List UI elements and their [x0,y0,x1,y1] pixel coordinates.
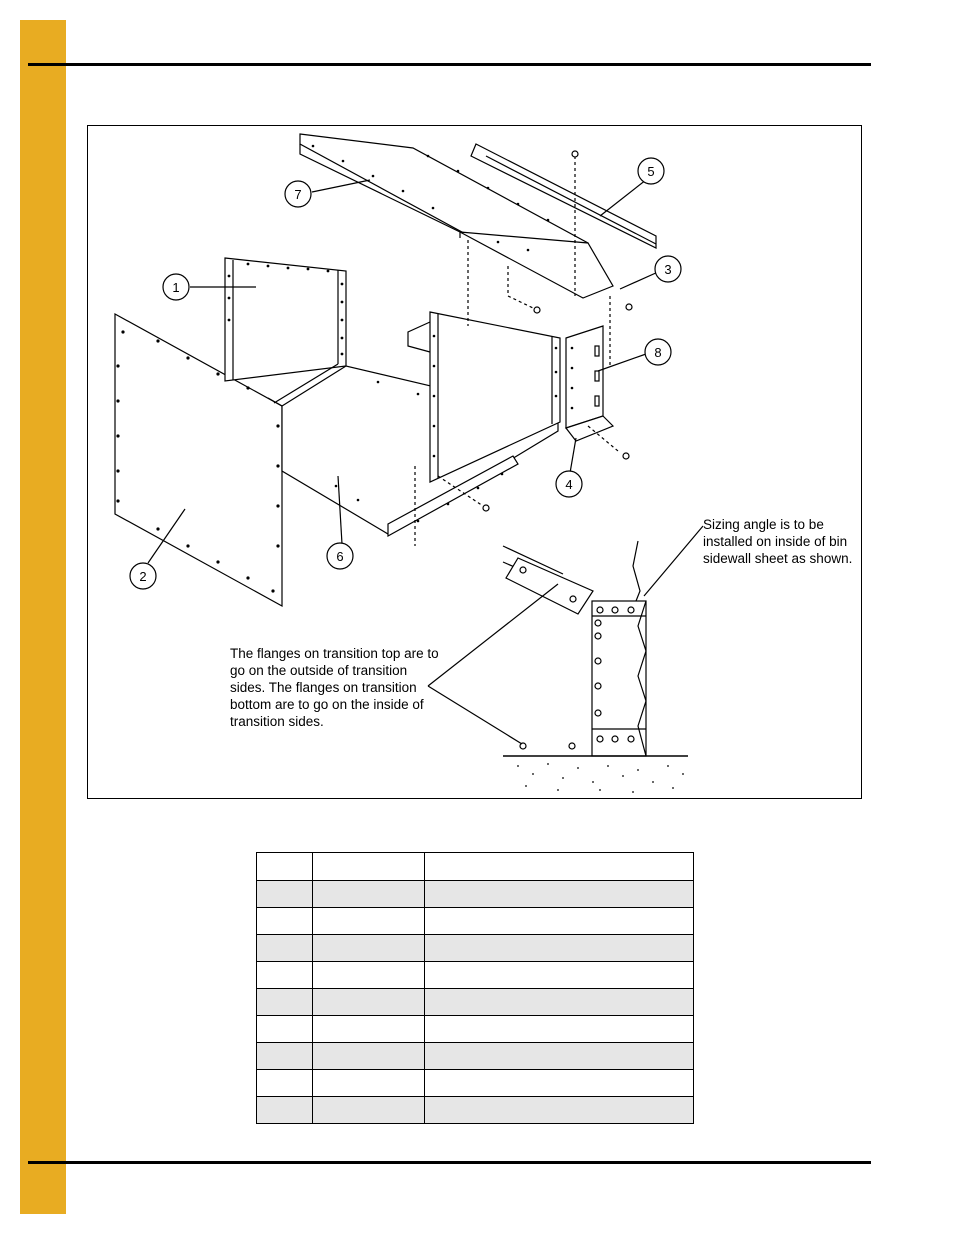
cell-description [425,935,694,962]
header-part [313,853,425,881]
table-row [257,908,694,935]
side-color-bar [20,20,66,1214]
cell-ref [257,935,313,962]
table-row [257,1070,694,1097]
cell-part [313,1043,425,1070]
parts-table [256,852,694,1124]
cell-part [313,935,425,962]
bracket-8-drawing [566,326,613,441]
table-row [257,962,694,989]
cell-ref [257,908,313,935]
table-row [257,935,694,962]
cell-description [425,1097,694,1124]
cell-ref [257,1070,313,1097]
panel-7-drawing [300,134,613,298]
cell-ref [257,1043,313,1070]
table-row [257,881,694,908]
callout-7: 7 [294,187,302,202]
cell-ref [257,962,313,989]
sizing-angle-detail [428,526,703,793]
cell-part [313,881,425,908]
cell-ref [257,1097,313,1124]
cell-part [313,989,425,1016]
callout-5: 5 [647,164,655,179]
cell-description [425,989,694,1016]
panel-1-drawing [225,258,346,381]
cell-description [425,1043,694,1070]
table-row [257,989,694,1016]
cell-part [313,908,425,935]
table-header-row [257,853,694,881]
callout-8: 8 [654,345,662,360]
cell-description [425,881,694,908]
assembly-drawing [88,126,863,800]
cell-description [425,962,694,989]
flanges-note: The flanges on transition top are to go on the outside of transition sides. The flanges on transition bottom are to go on the inside of transition sides. [230,646,439,729]
exploded-assembly-figure [87,125,862,799]
table-row [257,1097,694,1124]
cell-part [313,962,425,989]
cell-part [313,1070,425,1097]
callout-3: 3 [664,262,672,277]
cell-part [313,1016,425,1043]
cell-ref [257,881,313,908]
panel-right-drawing [408,312,560,482]
header-description [425,853,694,881]
cell-ref [257,989,313,1016]
callout-6: 6 [336,549,344,564]
cell-description [425,1016,694,1043]
callout-4: 4 [565,477,573,492]
sizing-angle-note: Sizing angle is to be installed on inside of bin sidewall sheet as shown. [703,517,853,566]
table-row [257,1043,694,1070]
cell-description [425,1070,694,1097]
footer-rule [28,1161,871,1164]
header-rule [28,63,871,66]
cell-part [313,1097,425,1124]
header-ref [257,853,313,881]
cell-description [425,908,694,935]
table-row [257,1016,694,1043]
callout-1: 1 [172,280,180,295]
cell-ref [257,1016,313,1043]
callout-2: 2 [139,569,147,584]
ground-speckles [517,763,684,793]
